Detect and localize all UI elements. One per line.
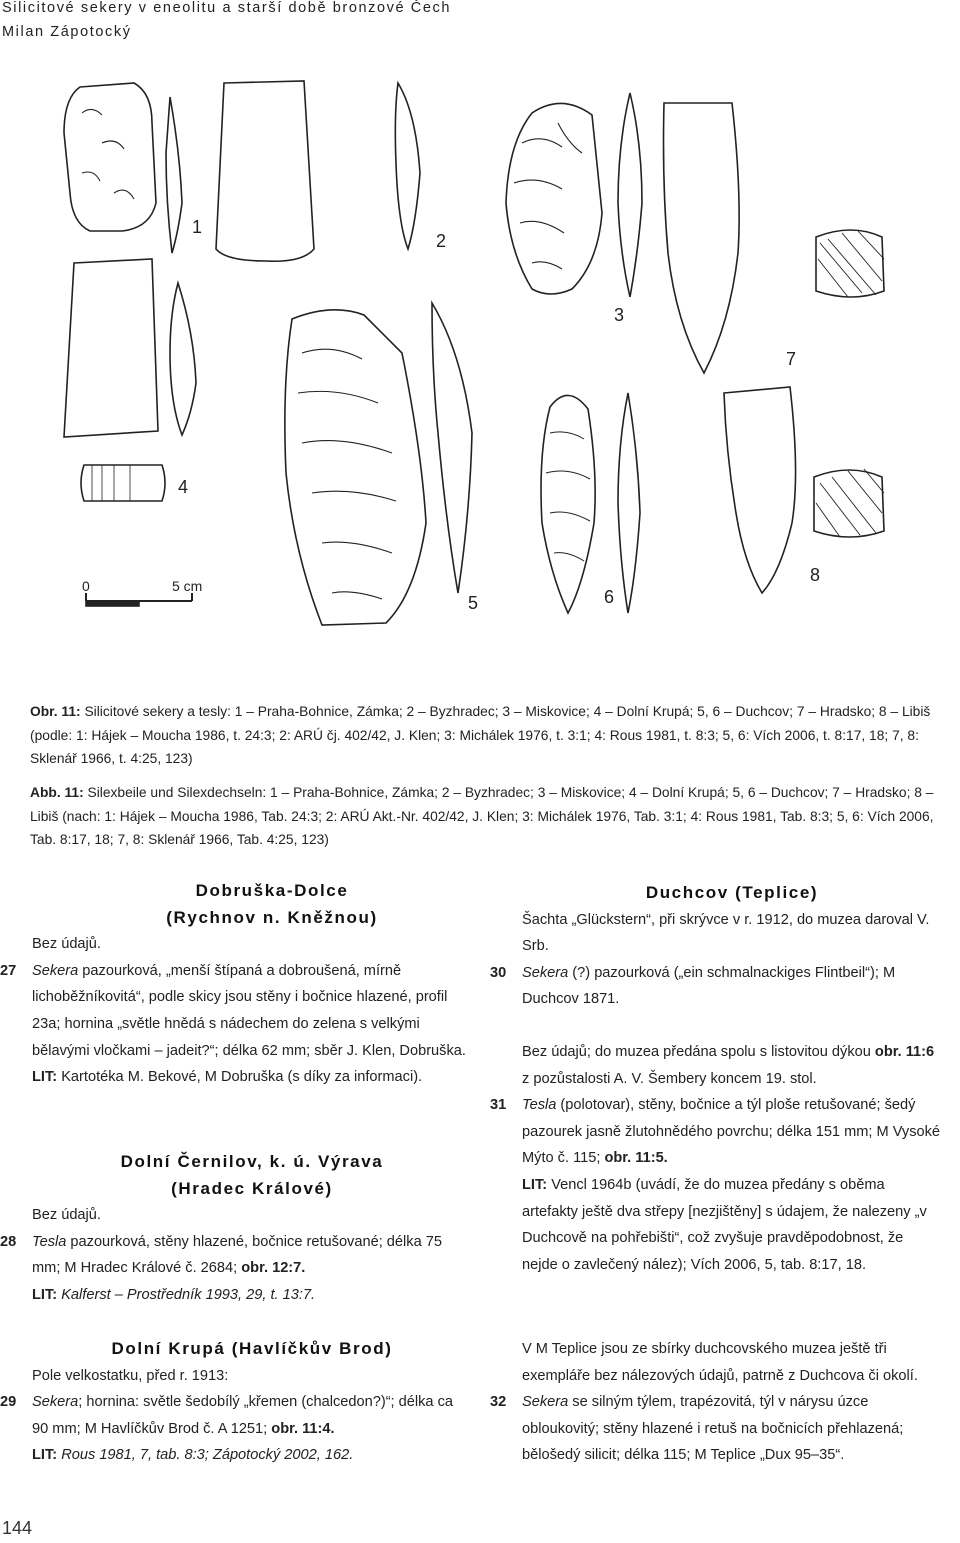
fig-number-7: 7 bbox=[786, 349, 797, 369]
entry-32-term: Sekera bbox=[522, 1394, 569, 1411]
entry-29-term: Sekera bbox=[32, 1394, 79, 1411]
entry-32 bbox=[490, 1389, 942, 1469]
artifact-1-face bbox=[64, 83, 156, 231]
caption-de bbox=[30, 781, 940, 852]
lit-label: LIT: bbox=[522, 1176, 548, 1193]
scale-label-0: 0 bbox=[82, 578, 90, 594]
caption-de-lead: Abb. 11: bbox=[30, 785, 84, 800]
entry-27-lit-text: Kartotéka M. Bekové, M Dobruška (s díky za informaci). bbox=[57, 1069, 423, 1086]
page-number: 144 bbox=[2, 1518, 33, 1538]
entry-31-ref: obr. 11:5. bbox=[604, 1150, 668, 1167]
scale-label-5: 5 cm bbox=[172, 578, 203, 594]
fig-number-4: 4 bbox=[178, 477, 189, 497]
fig-number-3: 3 bbox=[614, 305, 625, 325]
duchcov-intro-2-ref: obr. 11:6 bbox=[874, 1043, 935, 1060]
entry-29-ref: obr. 11:4. bbox=[271, 1420, 335, 1437]
entry-27-term: Sekera bbox=[32, 962, 79, 979]
lit-label: LIT: bbox=[32, 1069, 58, 1086]
artifact-1-profile bbox=[166, 97, 182, 253]
artifact-8-face bbox=[724, 387, 796, 593]
entry-dobruska bbox=[0, 878, 472, 1091]
running-author: Milan Zápotocký bbox=[2, 24, 132, 40]
entry-28-term: Tesla bbox=[32, 1233, 67, 1250]
fig-number-1: 1 bbox=[192, 217, 203, 237]
entry-number-29: 29 bbox=[0, 1394, 17, 1411]
entry-28-lit-text: Kalferst – Prostředník 1993, 29, t. 13:7. bbox=[57, 1286, 316, 1303]
entry-28-ref: obr. 12:7. bbox=[241, 1260, 306, 1277]
entry-29 bbox=[0, 1389, 472, 1442]
krupa-intro: Pole velkostatku, před r. 1913: bbox=[32, 1367, 229, 1384]
dobruska-intro: Bez údajů. bbox=[32, 936, 101, 953]
artifact-2-face bbox=[216, 81, 314, 261]
artifact-4-face bbox=[64, 259, 158, 437]
caption-cz-text: Silicitové sekery a tesly: 1 – Praha-Bohnice, Zámka; 2 – Byzhradec; 3 – Miskovice; 4 – Dolní Krupá; 5, 6 – Duchcov; 7 – Hradsko; 8 – Libiš (podle: 1: Hájek – Moucha 1986, t. 24:3; 2: ARÚ čj. 402/42, J. Klen; 3: Michálek 1976, t. 3:1; 4: Rous 1981, t. 8:3; 5, 6: Vích 2006, t. 8:17, 18; 7, 8: Sklenář 1966, t. 4:25, 123) bbox=[30, 704, 931, 766]
fig-number-2: 2 bbox=[436, 231, 447, 251]
fig-number-6: 6 bbox=[604, 587, 615, 607]
artifact-3-profile bbox=[618, 93, 642, 297]
duchcov-intro-2-tail: z pozůstalosti A. V. Šembery koncem 19. stol. bbox=[522, 1070, 817, 1087]
entry-30-body: (?) pazourková („ein schmalnackiges Flintbeil“); M Duchcov 1871. bbox=[522, 964, 896, 1008]
duchcov-intro-2-text: Bez údajů; do muzea předána spolu s listovitou dýkou bbox=[522, 1043, 875, 1060]
entry-28-lit bbox=[32, 1282, 472, 1309]
entry-29-lit bbox=[32, 1442, 472, 1469]
artifact-3-face bbox=[506, 103, 602, 294]
entry-30-term: Sekera bbox=[522, 964, 569, 981]
entry-27 bbox=[0, 958, 472, 1064]
entry-29-lit-text: Rous 1981, 7, tab. 8:3; Zápotocký 2002, 162. bbox=[57, 1447, 354, 1464]
entry-duchcov bbox=[490, 880, 942, 1278]
artifact-6-profile bbox=[618, 393, 640, 613]
entry-teplice bbox=[490, 1336, 942, 1469]
figure-plate bbox=[2, 53, 958, 672]
artifact-7-face bbox=[664, 103, 740, 373]
lit-label: LIT: bbox=[32, 1447, 58, 1464]
entry-31 bbox=[490, 1092, 942, 1172]
entry-32-body: se silným týlem, trapézovitá, týl v nárysu úzce obloukovitý; stěny hlazené i retuš na bočnicích přehlazená; bělošedý silicit; délka 115; M Teplice „Dux 95–35“. bbox=[522, 1394, 904, 1464]
entry-number-28: 28 bbox=[0, 1233, 17, 1250]
fig-number-8: 8 bbox=[810, 565, 821, 585]
artifact-4-profile bbox=[170, 283, 196, 435]
heading-dobruska-region: (Rychnov n. Kněžnou) bbox=[166, 907, 378, 927]
heading-krupa: Dolní Krupá (Havlíčkův Brod) bbox=[111, 1339, 393, 1358]
caption-cz-lead: Obr. 11: bbox=[30, 704, 81, 719]
entry-27-body: pazourková, „menší štípaná a dobroušená, mírně lichoběžníkovitá“, podle skicy jsou stěny i bočnice hlazené, profil 23a; hornina „světle hnědá s nádechem do zelena s velkými bělavými vločkami – jadeit?“; délka 62 mm; sběr J. Klen, Dobruška. bbox=[32, 962, 466, 1059]
fig-number-5: 5 bbox=[468, 593, 479, 613]
artifact-4-section bbox=[81, 465, 165, 501]
entry-number-32: 32 bbox=[490, 1394, 507, 1411]
entry-29-body: ; hornina: světle šedobílý „křemen (chalcedon?)“; délka ca 90 mm; M Havlíčkův Brod č. A 1251; bbox=[32, 1394, 454, 1437]
cernilov-intro: Bez údajů. bbox=[32, 1207, 101, 1224]
caption-cz bbox=[30, 700, 940, 771]
heading-cernilov-region: (Hradec Králové) bbox=[171, 1178, 333, 1198]
lit-label: LIT: bbox=[32, 1286, 58, 1303]
entry-krupa bbox=[0, 1336, 472, 1469]
entry-31-term: Tesla bbox=[522, 1097, 557, 1114]
teplice-intro: V M Teplice jsou ze sbírky duchcovského muzea ještě tři exempláře bez nálezových údajů, patrně z Duchcova či okolí. bbox=[522, 1341, 918, 1384]
entry-28 bbox=[0, 1229, 472, 1282]
entry-number-30: 30 bbox=[490, 964, 507, 981]
heading-duchcov: Duchcov (Teplice) bbox=[645, 883, 819, 902]
caption-de-text: Silexbeile und Silexdechseln: 1 – Praha-Bohnice, Zámka; 2 – Byzhradec; 3 – Miskovice; 4 – Dolní Krupá; 5, 6 – Duchcov; 7 – Hradsko; 8 – Libiš (nach: 1: Hájek – Moucha 1986, Tab. 24:3; 2: ARÚ Akt.-Nr. 402/42, J. Klen; 3: Michálek 1976, Tab. 3:1; 4: Rous 1981, Tab. 8:3; 5, 6: Vích 2006, Tab. 8:17, 18; 7, 8: Sklenář 1966, Tab. 4:25, 123) bbox=[30, 785, 934, 847]
entry-30 bbox=[490, 960, 942, 1013]
entry-31-lit-text: Vencl 1964b (uvádí, že do muzea předány s oběma artefakty ještě dva střepy [nezjištěny] s údajem, že nalezeny „v Duchcově na pohřebišti“, což zvyšuje pravděpodobnost, že nejde o zavlečený nález); Vích 2006, 5, tab. 8:17, 18. bbox=[522, 1176, 927, 1273]
duchcov-intro: Šachta „Glückstern“, při skrývce v r. 1912, do muzea daroval V. Srb. bbox=[522, 911, 930, 955]
artifact-6-face bbox=[541, 395, 595, 613]
heading-cernilov: Dolní Černilov, k. ú. Výrava bbox=[120, 1152, 384, 1171]
entry-28-body: pazourková, stěny hlazené, bočnice retušované; délka 75 mm; M Hradec Králové č. 2684; bbox=[32, 1233, 442, 1277]
entry-27-lit bbox=[32, 1064, 472, 1091]
heading-dobruska: Dobruška-Dolce bbox=[195, 881, 349, 900]
artifact-2-profile bbox=[395, 83, 420, 249]
running-title: Silicitové sekery v eneolitu a starší době bronzové Čech bbox=[2, 0, 452, 16]
duchcov-intro-2 bbox=[522, 1039, 942, 1092]
artifact-7-section bbox=[816, 230, 884, 297]
entry-number-27: 27 bbox=[0, 962, 17, 979]
entry-number-31: 31 bbox=[490, 1097, 507, 1114]
artifact-5-profile bbox=[432, 303, 472, 593]
entry-cernilov bbox=[0, 1149, 472, 1309]
entry-31-body: (polotovar), stěny, bočnice a týl ploše retušované; šedý pazourek jasně žlutohnědého povrchu; délka 151 mm; M Vysoké Mýto č. 115; bbox=[522, 1097, 941, 1167]
scale-bar bbox=[86, 593, 192, 601]
entry-31-lit bbox=[522, 1172, 942, 1278]
artifact-5-face bbox=[285, 310, 426, 625]
